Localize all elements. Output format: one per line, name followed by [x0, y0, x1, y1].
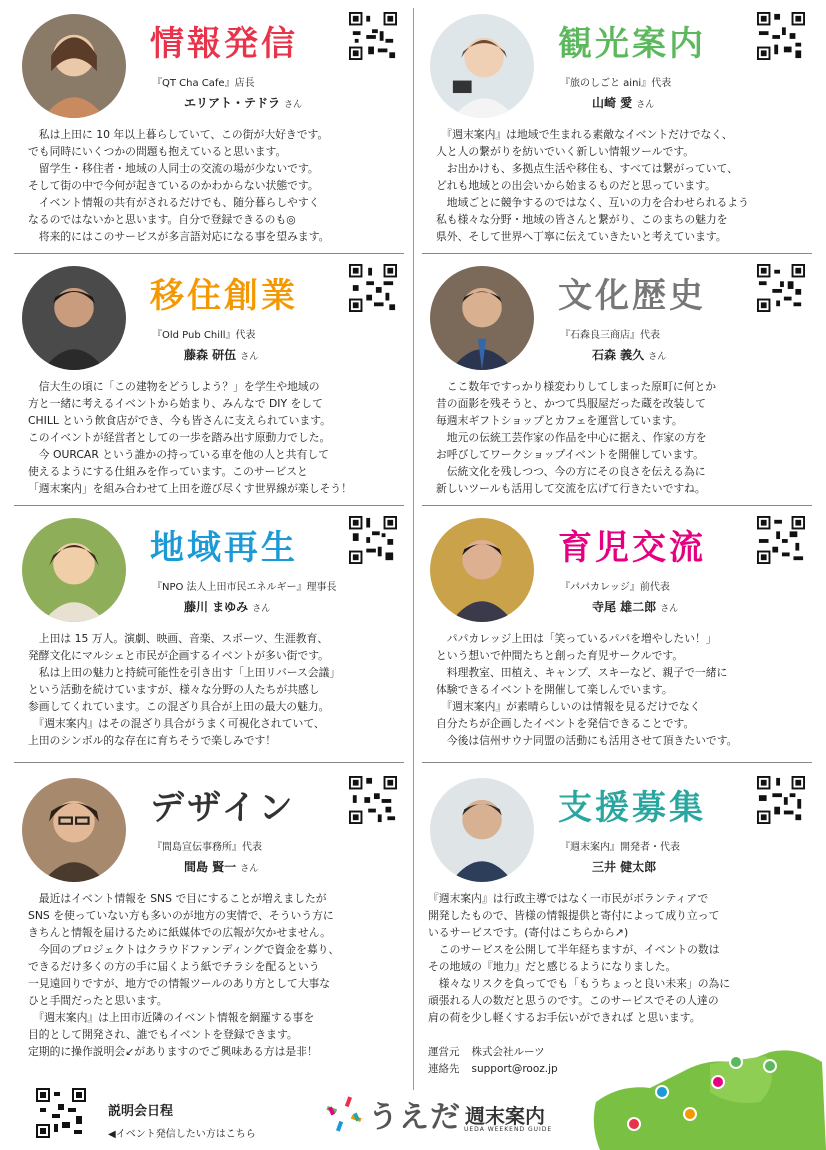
avatar	[22, 266, 126, 370]
map-pin-icon	[684, 1108, 696, 1120]
area-map	[590, 1042, 826, 1150]
card-title: 支援募集	[558, 788, 706, 828]
card-migration	[14, 258, 407, 508]
card-body: 上田は 15 万人。演劇、映画、音楽、スポーツ、生涯教育、 発酵文化にマルシェと市民が企画するイベントが多い街です。 私は上田の魅力と持続可能性を引き出す「上田リバース会議」 という活動を続けていますが、様々な分野の人たちが共感し 参画してくれています。この混ざり具合が上田の最大の魅力。 『週末案内』はその混ざり具合がうまく可視化されていて、 上田のシンボル的な存在に育ちそうで楽しみです！	[28, 632, 341, 747]
card-body: パパカレッジ上田は「笑っているパパを増やしたい！」 という想いで仲間たちと創った育児サークルです。 料理教室、田植え、キャンプ、スキーなど、親子で一緒に 体験できるイベントを開催して楽しんでいます。 『週末案内』が素晴らしいのは情報を見るだけでなく 自分たちが企画したイベントを発信できることです。 今後は信州サウナ同盟の活動にも活用させて頂きたいです。	[436, 632, 738, 747]
org-label: 『石森良三商店』代表	[560, 330, 660, 341]
org-label: 『NPO 法人上田市民エネルギー』理事長	[152, 582, 337, 593]
contact-email[interactable]: support@rooz.jp	[471, 1063, 558, 1075]
person-name: 間島 賢一 さん	[184, 860, 259, 874]
qr-code-icon[interactable]	[757, 516, 805, 564]
card-regional	[14, 510, 407, 760]
qr-code-icon[interactable]	[36, 1088, 86, 1138]
person-name: 寺尾 雄二郎 さん	[592, 600, 679, 614]
schedule-title: 説明会日程	[108, 1104, 174, 1119]
person-name: 三井 健太郎	[592, 860, 657, 874]
person-name: 山崎 愛 さん	[592, 96, 655, 110]
avatar	[430, 518, 534, 622]
card-body: 私は上田に 10 年以上暮らしていて、この街が大好きです。 でも同時にいくつかの問題も抱えていると思います。 留学生・移住者・地域の人同士の交流の場が少ないです。 そして街の中で今何が起きているのかわからない状態です。 イベント情報の共有がされるだけでも、随分暮らしやすく なるのではないかと思います。自分で登録できるのも◎ 将来的にはこのサービスが多言語対応になる事を望みます。	[28, 128, 330, 243]
qr-code-icon[interactable]	[757, 264, 805, 312]
divider-row-3-left	[14, 762, 404, 763]
card-body: 『週末案内』は地域で生まれる素敵なイベントだけでなく、 人と人の繋がりを紡いでいく新しい情報ツールです。 お出かけも、多拠点生活や移住も、すべては繋がっていて、 どれも地域との出会いから始まるものだと思っています。 地域ごとに競争するのではなく、互いの力を合わせられるよう 私も様々な分野・地域の皆さんと繋がり、このまちの魅力を 県外、そして世界へ丁寧に伝えていきたいと考えています。	[436, 128, 749, 243]
qr-code-icon[interactable]	[757, 776, 805, 824]
map-pin-icon	[656, 1086, 668, 1098]
card-title: 観光案内	[558, 24, 706, 64]
card-info	[14, 6, 407, 256]
card-title: 育児交流	[558, 528, 706, 568]
brand-logo: うえだ 週末案内 UEDA WEEKEND GUIDE	[324, 1092, 545, 1136]
pinwheel-logo-icon	[324, 1094, 364, 1134]
card-title: 移住創業	[150, 276, 298, 316]
avatar	[430, 14, 534, 118]
card-body: 信大生の頃に「この建物をどうしよう？」を学生や地域の 方と一緒に考えるイベントから始まり、みんなで DIY をして CHILL という飲食店ができ、今も皆さんに支えられています。 このイベントが経営者としての一歩を踏み出す原動力でした。 今 OURCAR という誰かの持っている車を他の人と共有して 使えるようにする仕組みを作っています。このサービスと 「週末案内」を組み合わせて上田を遊び尽くす世界線が楽しそう！	[28, 380, 352, 495]
org-label: 『QT Cha Cafe』店長	[152, 78, 255, 89]
card-design	[14, 770, 407, 1070]
divider-row-3-right	[422, 762, 812, 763]
map-pin-icon	[730, 1056, 742, 1068]
avatar	[430, 266, 534, 370]
card-culture	[422, 258, 815, 508]
card-tourism	[422, 6, 815, 256]
card-parenting	[422, 510, 815, 760]
person-name: 石森 義久 さん	[592, 348, 667, 362]
avatar	[430, 778, 534, 882]
person-name: エリアト・テドラ さん	[184, 96, 303, 110]
card-title: 地域再生	[150, 528, 298, 568]
avatar	[22, 14, 126, 118]
qr-code-icon[interactable]	[349, 776, 397, 824]
org-label: 『Old Pub Chill』代表	[152, 330, 256, 341]
schedule-subtitle: ◀イベント発信したい方はこちら	[108, 1129, 256, 1140]
org-label: 『間島宣伝事務所』代表	[152, 842, 262, 853]
person-name: 藤川 まゆみ さん	[184, 600, 271, 614]
qr-code-icon[interactable]	[349, 12, 397, 60]
map-pin-icon	[712, 1076, 724, 1088]
card-body: 最近はイベント情報を SNS で目にすることが増えましたが SNS を使っていない方も多いのが地方の実情で、そういう方に きちんと情報を届けるために紙媒体での広報が欠かせません。 今回のプロジェクトはクラウドファンディングで資金を募り、 できるだけ多くの方の手に届くよう紙でチラシを配るという 一見遠回りですが、地方での情報ツールのあり方として大事な ひと手間だったと思います。 『週末案内』は上田市近隣のイベント情報を網羅する事を 目的として開発され、誰でもイベントを登録できます。 定期的に操作説明会↙がありますのでご興味ある方は是非！	[28, 892, 340, 1058]
operator-info: 運営元 株式会社ルーツ 連絡先 support@rooz.jp	[428, 1046, 558, 1075]
person-name: 藤森 研伍 さん	[184, 348, 259, 362]
card-body: ここ数年ですっかり様変わりしてしまった原町に何とか 昔の面影を残そうと、かつて呉服屋だった蔵を改装して 毎週末ギフトショップとカフェを運営しています。 地元の伝統工芸作家の作品を中心に据え、作家の方を お呼びしてワークショップイベントを開催しています。 伝統文化を残しつつ、今の方にその良さを伝える為に 新しいツールも活用して交流を広げて行きたいですね。	[436, 380, 717, 495]
card-title: 情報発信	[150, 24, 298, 64]
org-label: 『週末案内』開発者・代表	[560, 842, 680, 853]
qr-code-icon[interactable]	[349, 516, 397, 564]
card-body: 『週末案内』は行政主導ではなく一市民がボランティアで 開発したもので、皆様の情報提供と寄付によって成り立って いるサービスです。(寄付はこちらから↗) このサービスを公開して半年経ちますが、イベントの数は その地域の『地力』だと感じるようになりました。 様々なリスクを負ってでも「もうちょっと良い未来」の為に 頑張れる人の数だと思うのです。このサービスでその人達の 肩の荷を少し軽くするお手伝いができれば と思います。	[428, 892, 731, 1024]
center-divider	[413, 8, 414, 1090]
qr-code-icon[interactable]	[349, 264, 397, 312]
card-title: デザイン	[150, 788, 296, 828]
qr-code-icon[interactable]	[757, 12, 805, 60]
avatar	[22, 518, 126, 622]
card-support	[422, 770, 815, 1040]
schedule-info[interactable]	[108, 1100, 256, 1140]
map-pin-icon	[764, 1060, 776, 1072]
avatar	[22, 778, 126, 882]
org-label: 『パパカレッジ』前代表	[560, 582, 670, 593]
map-pin-icon	[628, 1118, 640, 1130]
card-title: 文化歴史	[558, 276, 706, 316]
org-label: 『旅のしごと aini』代表	[560, 78, 672, 89]
